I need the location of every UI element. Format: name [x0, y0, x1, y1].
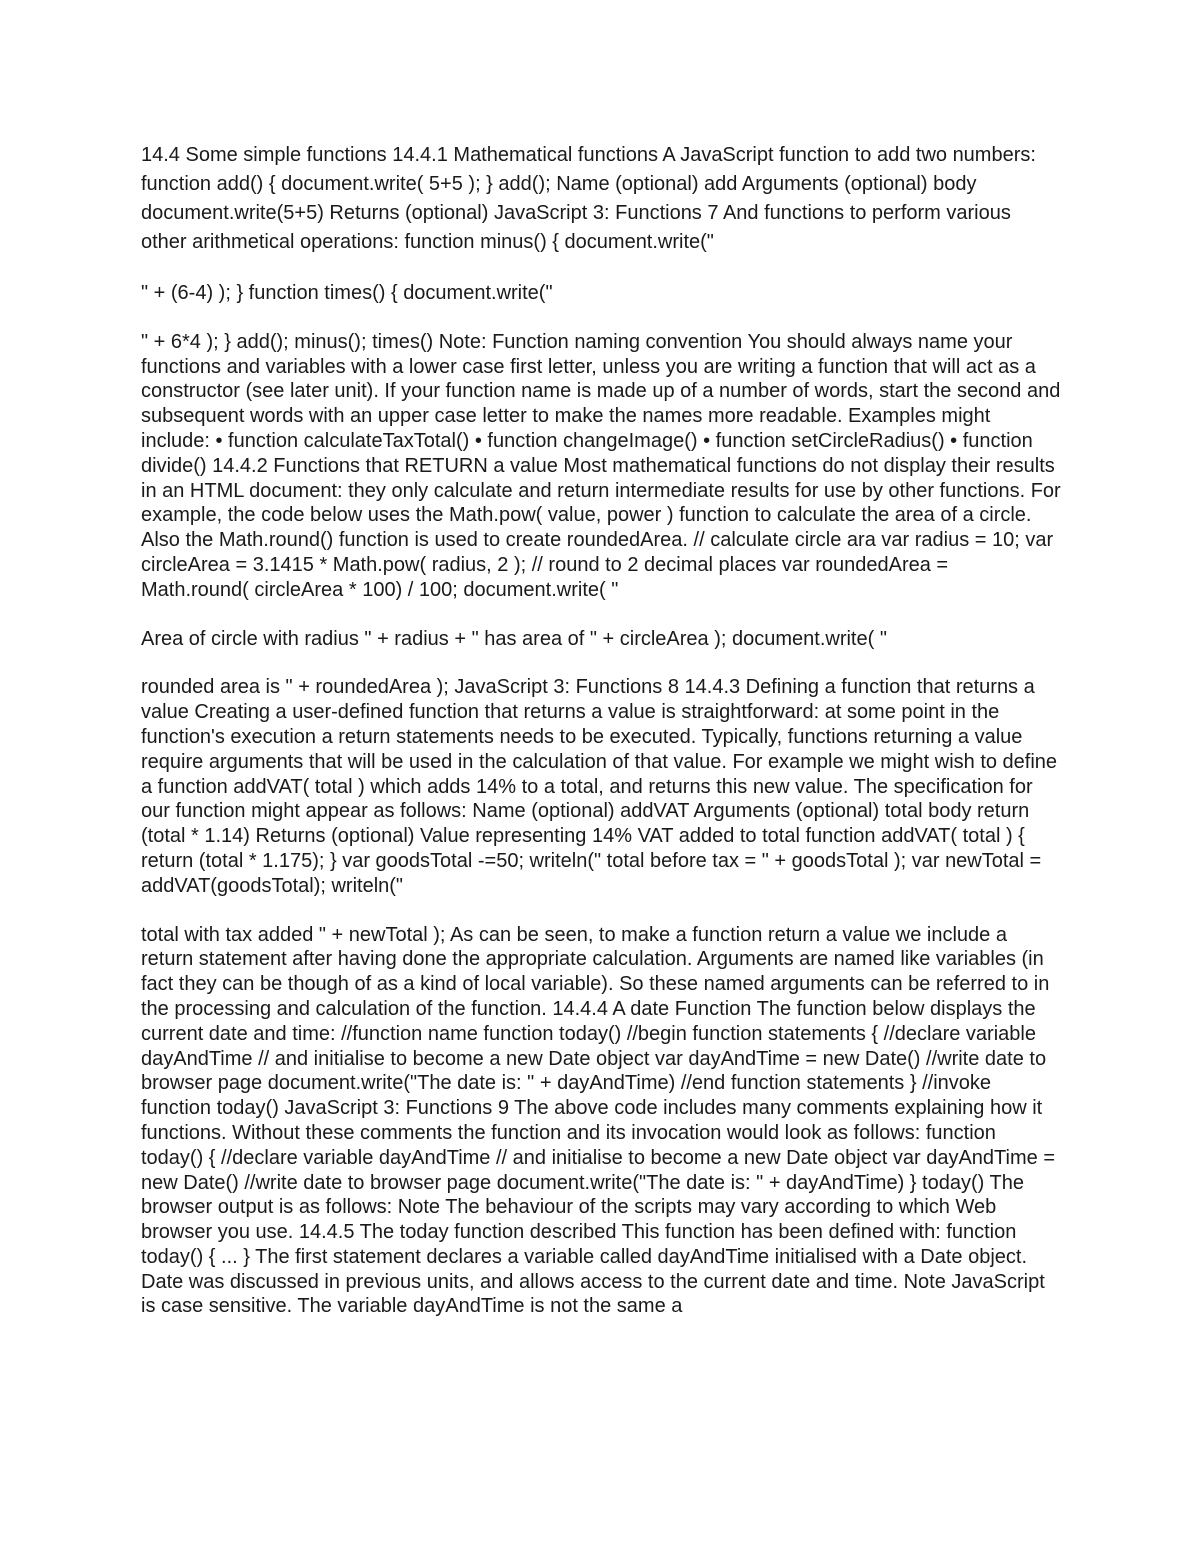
paragraph-1: 14.4 Some simple functions 14.4.1 Mathematical functions A JavaScript function to add two numbers: function add() { document.write( 5+5 ); } add(); Name (optional) add Arguments (optional) body document.write(5+5) Returns (optional) JavaScript 3: Functions 7 And functions to perform various other arithmetical operations: function minus() { document.write(" — [141, 144, 1036, 253]
paragraph-4: Area of circle with radius " + radius + " has area of " + circleArea ); document.write( " — [141, 627, 887, 650]
paragraph-2: " + (6-4) ); } function times() { document.write(" — [141, 282, 553, 304]
paragraph-6: total with tax added " + newTotal ); As can be seen, to make a function return a value we include a return statement after having done the appropriate calculation. Arguments are named like variables (in fact they can be though of as a kind of local variable). So these named arguments can be referred to in the processing and calculation of the function. 14.4.4 A date Function The function below displays the current date and time: //function name function today() //begin function statements { //declare variable dayAndTime // and initialise to become a new Date object var dayAndTime = new Date() //write date to browser page document.write("The date is: " + dayAndTime) //end function statements } //invoke function today() JavaScript 3: Functions 9 The above code includes many comments explaining how it functions. Without these comments the function and its invocation would look as follows: function today() { //declare variable dayAndTime // and initialise to become a new Date object var dayAndTime = new Date() //write date to browser page document.write("The date is: " + dayAndTime) } today() The browser output is as follows: Note The behaviour of the scripts may vary according to which Web browser you use. 14.4.5 The today function described This function has been defined with: function today() { ... } The first statement declares a variable called dayAndTime initialised with a Date object. Date was discussed in previous units, and allows access to the current date and time. Note JavaScript is case sensitive. The variable dayAndTime is not the same a — [141, 923, 1055, 1318]
document-body — [141, 141, 1061, 1343]
paragraph-3: " + 6*4 ); } add(); minus(); times() Note: Function naming convention You should always name your functions and variables with a lower case first letter, unless you are writing a function that will act as a constructor (see later unit). If your function name is made up of a number of words, start the second and subsequent words with an upper case letter to make the names more readable. Examples might include: • function calculateTaxTotal() • function changeImage() • function setCircleRadius() • function divide() 14.4.2 Functions that RETURN a value Most mathematical functions do not display their results in an HTML document: they only calculate and return intermediate results for use by other functions. For example, the code below uses the Math.pow( value, power ) function to calculate the area of a circle. Also the Math.round() function is used to create roundedArea. // calculate circle ara var radius = 10; var circleArea = 3.1415 * Math.pow( radius, 2 ); // round to 2 decimal places var roundedArea = Math.round( circleArea * 100) / 100; document.write( " — [141, 330, 1061, 601]
paragraph-5: rounded area is " + roundedArea ); JavaScript 3: Functions 8 14.4.3 Defining a function that returns a value Creating a user-defined function that returns a value is straightforward: at some point in the function's execution a return statements needs to be executed. Typically, functions returning a value require arguments that will be used in the calculation of that value. For example we might wish to define a function addVAT( total ) which adds 14% to a total, and returns this new value. The specification for our function might appear as follows: Name (optional) addVAT Arguments (optional) total body return (total * 1.14) Returns (optional) Value representing 14% VAT added to total function addVAT( total ) { return (total * 1.175); } var goodsTotal -=50; writeln(" total before tax = " + goodsTotal ); var newTotal = addVAT(goodsTotal); writeln(" — [141, 676, 1058, 897]
